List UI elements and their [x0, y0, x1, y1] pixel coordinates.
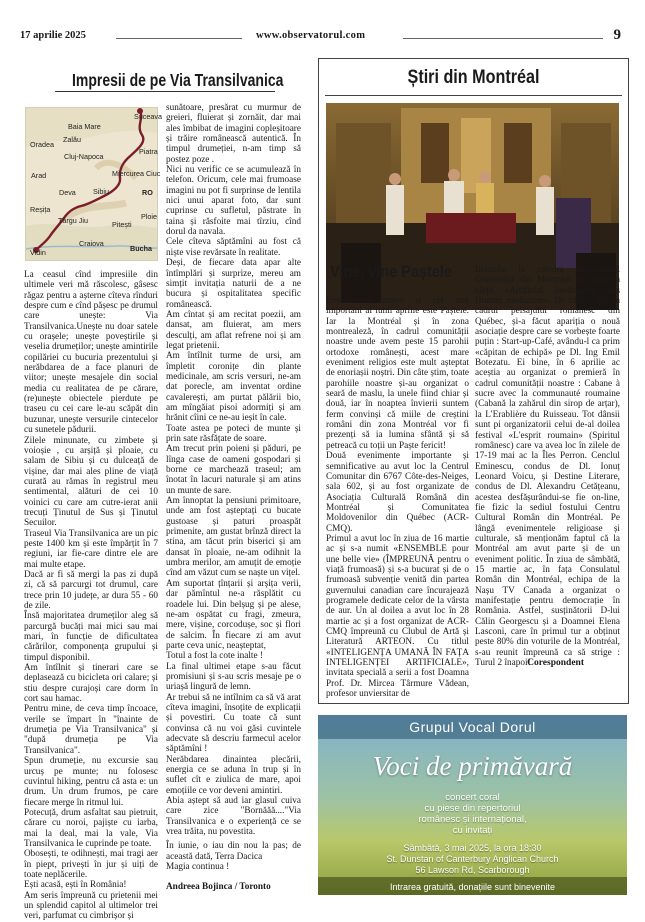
- map-label: Bucha: [130, 244, 152, 253]
- left-article-title: Impresii de pe Via Transilvanica: [72, 70, 284, 90]
- header-rule-right: [403, 38, 603, 39]
- paragraph: sunătoare, presărat cu murmur de greieri, fluierat și zornăit, dar mai ales îmbibat de imagini copleșitoare și trăire românească autentică. În timpul drumeției, n-am timp să postez poze .: [166, 103, 301, 165]
- right-article-column-1: [326, 296, 469, 699]
- map-label: Piatra: [139, 147, 158, 156]
- paragraph: În iunie, o iau din nou la pas; de această dată, Terra Dacica: [166, 841, 301, 862]
- ad-line: concert coral: [445, 792, 500, 803]
- map-label: Cluj-Napoca: [64, 152, 104, 161]
- ad-line: cu piese din repertoriul: [424, 803, 521, 814]
- paragraph: Am seris împreună cu prietenii mei un splendid capitol al ultimelor trei veri, parfumat cu cimbrișor și: [24, 890, 158, 922]
- paragraph: filozofie la catedra universității Concordia din Montréal și autoarea cărții «Artificial Intelligence ans Human mediation». De câțiva ani, în cadrul peisajului românesc din Québec, și-a făcut apariția o nouă asociație despre care se vorbește foarte puțin : Start-up-Café, avându-l ca prim «căpitan de echipă» pe Dl. Ing Emil Botezatu. Ei bine, în 6 aprilie ac aceștia au organizat o premieră în cadrul comunității noastre : Cabane à sucre avec la communauté roumaine (Cabană la zahărul din sirop de arțar), la L'Erablière du Ruisseau. Tot dânsii sunt pi organizatorii celui de-al doilea festival «L'esprit roumain» (Spiritul românesc) care va avea loc în zilele de 17-19 mai ac la Îles Perron. Cenclul Eminescu, condus de Dl. Ionuț Leonard Voicu, și Destine Literare, condus de Dl. Alexandru Cetățeanu, acestea desfășurândui-se fie on-line, fie fizic la sediul fostului Centru Cultural Român din Montréal. Pe lângă evenimentele religioase și culturale, să menționăm faptul că la Montréal am avut parte și de un eveniment politic. În ziua de sâmbătă, 15 martie ac, în fața Consulatul Român din Montréal, echipa de la Nașu TV Canada a organizat o manifestație pentru democrație în România. Astfel, susținătorii D-lui Călin Georgescu și a Doamnei Elena Lasconi, care în primul tur a obținut peste 80% din voturile de la Montréal, s-au reunit împreună ca să strige : Turul 2 înapoi!: [475, 265, 620, 669]
- map-label: Arad: [31, 171, 47, 180]
- map-label: Suceava: [134, 112, 162, 121]
- paragraph: Abia aștept să aud iar glasul cuiva care zice "Bornăăă...."Via Transilvanica e o experiență ce se vrea trăita, nu povestita.: [166, 796, 301, 838]
- ad-address: 56 Lawson Rd, Scarborough: [415, 865, 530, 875]
- map-label: Vidin: [30, 248, 46, 257]
- right-article-column-2: [475, 265, 620, 668]
- page-number: 9: [613, 27, 621, 43]
- ad-details: [318, 843, 627, 876]
- paragraph: La ceasul cînd impresiile din ultimele veri mă răscolesc, gâsesc răgaz pentru a așterne cîteva rînduri despre cum e cînd pășesc pe drumul care unește: Via Transilvanica.Unește nu doar satele cu orașele; unește poveștirile și veselia drumeților; unește amintirile copilăriei cu bucuria prezentului și nerăbdarea de a face planuri de viitor; unește mesajele din social media cu realitatea de pe cărare, (re)unește obiectele pierdute pe traseu cu cei care le-au scăpăt din buzunar, unește versurile cintecelor cu sunetele pădurii.: [24, 270, 158, 436]
- paragraph: Toate astea pe poteci de munte și prin sate răsfățate de soare.: [166, 423, 301, 444]
- paragraph: Ești acasă, ești în România!: [24, 880, 127, 891]
- map-label: Baia Mare: [68, 122, 101, 131]
- map-label: Craiova: [79, 239, 104, 248]
- header-rule-left: [116, 38, 242, 39]
- paragraph: Totul a fost la cote inalte !: [166, 651, 263, 662]
- ad-description: [318, 792, 627, 836]
- paragraph: Dacă ar fi să mergi la pas zi după zi, că să parcurgi tot drumul, care trece prin 10 județe, ar dura 55 - 60 de zile.: [24, 569, 158, 611]
- paragraph: Am înnoptat la pensiuni primitoare, unde am fost așteptați cu bucate gustoase și paturi proaspăt primenite, am gustat brînză direct la stina, am tăcut prin biserici și am dansat în ploaie, ne-am odihnit la umbra merilor, am amuțit de emoție cînd am văzut cum se naște un vițel.: [166, 496, 301, 579]
- author-signature: Andreea Bojinca / Toronto: [166, 882, 271, 893]
- article-subtitle: Vine, vine Paștele: [330, 262, 452, 281]
- paragraph: Primul a avut loc în ziua de 16 martie ac și s-a numit «ENSEMBLE pour une belle vie» (ÎMPREUNĂ pentru o viață frumoasă) și s-a bucurat și de o frumoasă subvenție venită din partea guvernului canadian care încurajează programele dedicate celor de la vârsta de aur. Un al doilea a avut loc în 28 martie ac și a fost organizat de ACR-CMQ împreună cu Clubul de Artă și Literatură ARTEON. Cu titlul «INTELIGENȚA UMANĂ ÎN FAȚA INTELIGENȚEI ARTIFICIALE», invitata specială a serii a fost Doamna Prof. Dr. Mircea Târmure Vădean, profesor unviersitar de: [326, 533, 469, 700]
- correspondent-signature: Corespondent: [527, 658, 584, 668]
- ad-line: românesc și internațional,: [418, 814, 527, 825]
- page-header: [20, 27, 625, 46]
- map-label: Ploie: [141, 212, 157, 221]
- paragraph: Am suportat țînțarii și arșița verii, dar pămîntul ne-a răsplătit cu roadele lui. Din belșug și pe alese, ne-am ospătat cu fragi, zmeura, mere, vișine, corcodușe, soc și flori de salcim. În fiecare zi am avut parte ceva unic, neașteptat,: [166, 578, 301, 651]
- paragraph: Am cîntat și am recitat poezii, am dansat, am fluierat, am mers desculți, am aflat refrene noi și am legat prietenii.: [166, 309, 301, 351]
- left-article-column-2: [166, 103, 301, 893]
- ad-headline: Voci de primăvară: [372, 751, 573, 781]
- paragraph: Însă majoritatea drumeților aleg să parcurgă bucăți mai mici sau mai mari, în funcție de dificultatea cărărilor, componența grupului și timpul disponibil.: [24, 611, 158, 663]
- paragraph: Două evenimente importante și semnificative au avut loc la Centrul Comunitar din 6767 Côte-des-Neiges, sala 602, și au fost organizate de Asociația Culturală Română din Montréal și Comunitatea Moldovenilor din Québec (ACR-CMQ).: [326, 451, 469, 534]
- paragraph: Zilele minunate, cu zimbete și voioșie , cu arșiță și ploaie, cu salam de Sibiu și cu dulceață de vișine, dar mai ales pline de viață curată au rămas în registrul meu sentimental, alături de cei 10 voinici cu care am cutre-ierat anii trecuți Ținutul de Sus și Ținutul Secuilor.: [24, 435, 158, 529]
- map-label: Pitești: [112, 220, 132, 229]
- paragraph: Nici nu verific ce se acumulează în telefon. Oricum, cele mai frumoase imagini nu pot fi surprinse de lentila nici unui aparat foto, dar sunt cuprinse cu sufletul, păstrate în taina și răsfoite mai tîrziu, cînd dorul da navala.: [166, 165, 301, 238]
- paragraph: Am trecut prin poieni și păduri, pe lînga case de oameni gospodari și borne ce marchează traseul; am înotat în lacuri naturale și am atins un munte de sare.: [166, 444, 301, 496]
- paragraph: Spun drumeție, nu excursie sau urcuș pe munte; nu folosesc cuvintul hiking, pentru că asta e: un drum. Un drum frumos, pe care fiecare merge în ritmul lui.: [24, 756, 158, 808]
- paragraph: Evenimenul major și cel mai important al lunii aprilie este Paștele. Iar la Montréal și în zona montrealeză, în cadrul comunității noastre unde avem peste 15 parohii ortodoxe românești, acest mare eveniment religios este mult așteptat de enoriașii noștri. Din câte știm, toate parohiile noastre și-au organizat o seară de maslu, la unele fiind chiar și două, iar în noaptea învierii suntem ferm convinși că miile de creștini români din zona Montréal vor fi prezenți să ia lumina sfântă și să petreacă cu toții un Paște fericit!: [326, 296, 469, 451]
- paragraph: Potecuță, drum asfaltat sau pietruit, cărare cu noroi, pajiște cu iarba, mai la deal, mai la vale, Via Transilvanica le cuprinde pe toate.: [24, 807, 158, 849]
- map-label: Miercurea Ciuc: [112, 169, 161, 178]
- paragraph: Deși, de fiecare data apar alte întîmplări și surprize, mereu am simțit invitația naturii de a ne bucura și ospitalitatea specific românească.: [166, 258, 301, 310]
- map-label: Târgu Jiu: [58, 216, 88, 225]
- ad-line: cu invitați: [452, 825, 493, 836]
- paragraph: La final ultimei etape s-au făcut promisiuni și s-au scris mesaje pe o uriașă lingură de lemn.: [166, 661, 301, 693]
- ad-venue: St. Dunstan of Canterbury Anglican Church: [386, 854, 559, 864]
- map-label: Oradea: [30, 140, 54, 149]
- left-title-rule: [55, 91, 275, 92]
- left-article-column-1: [24, 270, 158, 922]
- map-label: Zalău: [63, 135, 81, 144]
- map-label: Reșița: [30, 205, 51, 214]
- paragraph: Magia continua !: [166, 862, 230, 873]
- paragraph: Nerăbdarea dinaintea plecării, energia ce se aduna în trup și în suflet cît e ziulica de mare, apoi emoțiile ce vor deveni amintiri.: [166, 754, 301, 796]
- concert-advertisement: [318, 715, 627, 895]
- paragraph: Am întîlnit turme de ursi, am împletit coronițe din plante medicinale, am scris versuri, ne-am dat porecle, am inventat ordine cavalerești, am purtat pălării bio, am mîngăiat pisoi adormiți și am hrănit cîini ce ne-au ieșit în cale.: [166, 351, 301, 424]
- ad-group-name: Grupul Vocal Dorul: [409, 719, 536, 735]
- paragraph: Pentru mine, de ceva timp încoace, verile se împart în "înainte de drumeția pe Via Transilvanica" și "după drumeția pe Via Transilvanica".: [24, 704, 158, 756]
- montreal-news-title: Știri din Montréal: [407, 67, 540, 88]
- paragraph: Traseul Via Transilvanica are un pic peste 1400 km și este împărțit în 7 regiuni, iar fie-care dintre ele are mai multe etape.: [24, 528, 158, 570]
- map-label: Sibiu: [93, 187, 109, 196]
- ad-footer: Intrarea gratuită, donațiile sunt binevenite: [389, 882, 556, 892]
- ad-date: Sâmbătă, 3 mai 2025, la ora 18:30: [403, 843, 542, 853]
- map-label: RO: [142, 188, 153, 197]
- paragraph: Cele cîteva săptămîni au fost că niște vise revărsate în realitate.: [166, 237, 301, 258]
- paragraph: Ar trebui să ne intîlnim ca să vă arat cîteva imagini, însoțite de explicații și povestiri. Cu toate că sunt convinsa că nu voi găsi cuvintele adecvate să descriu farmecul acelor săptămîni !: [166, 692, 301, 755]
- montreal-title-rule: [325, 95, 622, 96]
- map-label: Deva: [59, 188, 76, 197]
- site-url[interactable]: www.observatorul.com: [256, 30, 366, 41]
- paragraph: Obosești, te odihnești, mai tragi aer în piept, privești în jur și uiți de toate neplăcerile.: [24, 849, 158, 880]
- paragraph: Am întîlnit și tinerari care se deplasează cu bicicleta ori calare; și stiu despre curajoși care dorm în cort sau hamac.: [24, 663, 158, 705]
- issue-date: 17 aprilie 2025: [20, 30, 86, 41]
- route-map-image: [25, 107, 162, 261]
